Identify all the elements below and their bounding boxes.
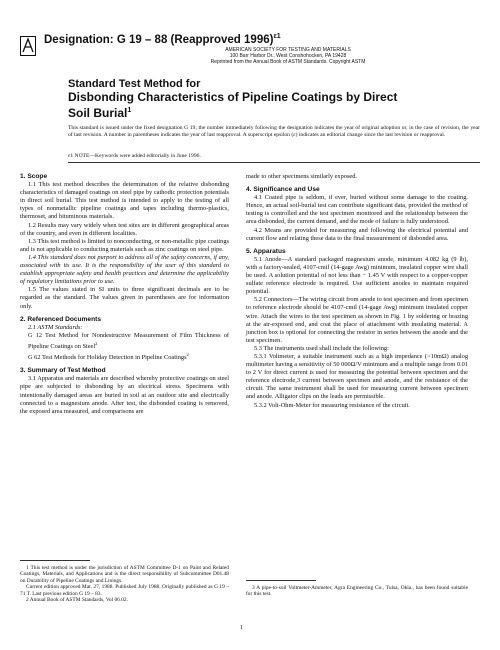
footnote-rule [246, 580, 316, 581]
publisher-line: 100 Barr Harbor Dr., West Conshohocken, PA 19428 [229, 53, 347, 59]
paragraph: 5.3.2 Volt-Ohm-Meter for measuring resistance of the circuit. [254, 401, 410, 409]
section-heading: 5. Apparatus [246, 247, 286, 255]
right-footnotes [246, 580, 468, 598]
document-title [68, 78, 397, 120]
publisher-info [190, 47, 386, 65]
paragraph: 5.3.1 Voltmeter, a suitable instrument such as a high impedance (>10mΩ) analog multimeter having a sensitivity of 50 000Ω/V minimum and a multiple range from 0.01 to 2 V for direct current is used for measuring the potential between specimen and the reference electrode,3 current between specimen and anode, and the resistance of the circuit. The same instrument shall be used for measuring current between specimen and anode. Alligator clips on the leads are permissible. [246, 352, 469, 401]
footnote-rule [20, 560, 90, 561]
reference-item: G 62 Test Methods for Holiday Detection in Pipeline Coatings$^2$ [28, 352, 189, 362]
paragraph: 2.1 ASTM Standards: [28, 323, 83, 331]
footnote: 1 This test method is under the jurisdiction of ASTM Committee D-1 on Paint and Related Coatings, Materials, and Applications and is the direct responsibility of Subcommittee D01.48 on Durability of Pipeline Coatings and Linings. [20, 565, 229, 584]
section-heading: 3. Summary of Test Method [20, 367, 106, 375]
title-line-2: Disbonding Characteristics of Pipeline Coatings by Direct [68, 90, 398, 104]
section-heading: 2. Referenced Documents [20, 315, 101, 323]
footnote: 2 Annual Book of ASTM Standards, Vol 06.02. [26, 597, 128, 604]
publisher-line: Reprinted from the Annual Book of ASTM Standards. Copyright ASTM [210, 59, 366, 65]
paragraph: 1.2 Results may vary widely when test sites are in different geographical areas of the country, and even in different localities. [20, 221, 229, 237]
left-footnotes [20, 560, 229, 603]
paragraph: 5.2 Connectors—The wiring circuit from anode to test specimen and from specimen to reference electrode should be 4107-cmil (14-gage Awg) minimum insulated copper wire. Attach the wires to the test specimen as shown in Fig. 1 by soldering or brazing at the air-exposed end, and coat the place of attachment with insulating material. A junction box is optional for connecting the resistor in series between the anode and the test specimen. [246, 296, 468, 344]
paragraph: 4.1 Coated pipe is seldom, if ever, buried without some damage to the coating. Hence, an actual soil-burial test can contribute significant data, provided the method of testing is controlled and the test specimen monitored and the relationship between the area disbonded, the current demand, and the mode of failure is fully understood. [246, 194, 468, 226]
paragraph: 3.1 Apparatus and materials are described whereby protective coatings on steel pipe are subjected to disbonding by an electrical stress. Specimens with intentionally damaged areas are buried in soil at an outdoor site and electrically connected to a magnesium anode. After test, the disbonded coating is removed, the exposed area measured, and comparisons are [20, 375, 229, 415]
paragraph: 5.3 The instruments used shall include the following: [254, 344, 389, 352]
page-number: 1 [240, 625, 243, 631]
right-column [246, 173, 468, 410]
paragraph: 1.1 This test method describes the determination of the relative disbonding characteristics of damaged coatings on steel pipe by cathodic protection potentials in direct soil burial. This test method is intended to apply to the testing of all types of nonmetallic pipeline coatings and tapes including thermo-plastics, thermoset, and bituminous materials. [20, 181, 229, 221]
title-line-3: Soil Burial$^1$ [68, 106, 132, 120]
designation: Designation: G 19 – 88 (Reapproved 1996)$^{\varepsilon 1}$ [44, 33, 281, 46]
paragraph: 1.4 This standard does not purport to address all of the safety concerns, if any, associated with its use. It is the responsibility of the user of this standard to establish appropriate safety and health practices and determine the applicability of regulatory limitations prior to use. [20, 253, 229, 286]
paragraph: 1.5 The values stated in SI units to three significant decimals are to be regarded as the standard. The values given in parentheses are for information only. [20, 286, 229, 310]
standard-notice: This standard is issued under the fixed designation G 19; the number immediately following the designation indicates the year of original adoption or, in the case of revision, the year of last revision. A number in parentheses indicates the year of last reapproval. A superscript epsilon (ε) indicates an editorial change since the last revision or reapproval. [68, 125, 480, 139]
editorial-note: ε1 NOTE—Keywords were added editorially in June 1996. [68, 153, 201, 159]
left-column [20, 173, 229, 416]
paragraph: 5.1 Anode—A standard packaged magnesium anode, minimum 4.082 kg (9 lb), with a factory-sealed, 4107-cmil (14-gage Awg) minimum, insulated copper wire shall be used. A solution potential of not less than − 1.45 V with respect to a copper-copper sulfate reference electrode is required. Use sufficient anodes to maintain required potential. [246, 255, 468, 296]
title-line-1: Standard Test Method for [68, 78, 201, 90]
astm-logo [20, 36, 36, 56]
paragraph: 4.2 Means are provided for measuring and following the electrical potential and current flow and relating these data to the final measurement of disbonded area. [246, 226, 468, 242]
header-rule [68, 162, 480, 163]
publisher-line: AMERICAN SOCIETY FOR TESTING AND MATERIALS [225, 47, 351, 53]
section-heading: 4. Significance and Use [246, 186, 320, 194]
paragraph: 1.3 This test method is limited to nonconducting, or non-metallic pipe coatings and is not applicable to conducting materials such as zinc coatings on steel pipe. [20, 237, 229, 253]
section-heading: 1. Scope [20, 173, 48, 180]
footnote: 3 A pipe-to-soil Voltmeter-Ammeter, Agra Engineering Co., Tulsa, Okla., has been found suitable for this test. [246, 585, 468, 598]
reference-item: G 12 Test Method for Nondestructive Measurement of Film Thickness of Pipeline Coatings on Steel$^2$ [28, 331, 229, 350]
footnote: Current edition approved Mar. 27, 1988. Published July 1988. Originally published as G 19 – 71 T. Last previous edition G 19 – 83. [20, 584, 229, 597]
paragraph: made to other specimens similarly exposed. [246, 173, 357, 180]
